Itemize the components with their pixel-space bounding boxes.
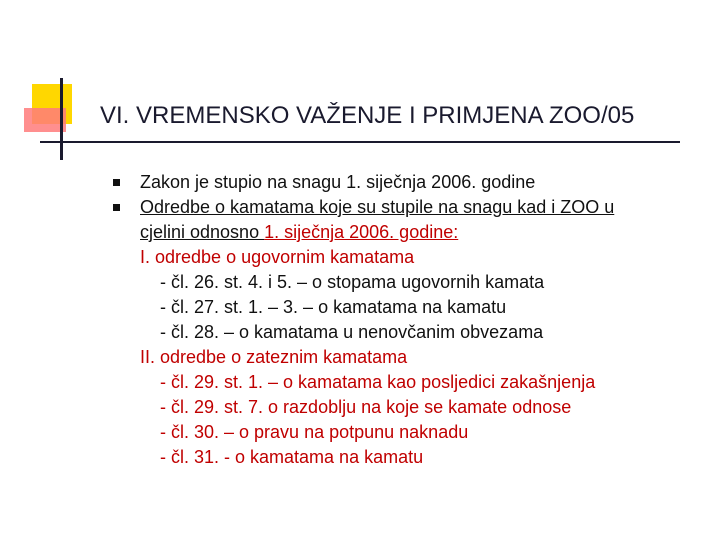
list-item: - čl. 26. st. 4. i 5. – o stopama ugovornih kamata <box>160 272 545 292</box>
square-bullet-icon <box>113 204 120 211</box>
bullet-text-continued: cjelini odnosno <box>140 222 265 242</box>
slide-title: VI. VREMENSKO VAŽENJE I PRIMJENA ZOO/05 <box>100 102 635 129</box>
section-heading: I. odredbe o ugovornim kamatama <box>140 247 415 267</box>
section-heading: II. odredbe o zateznim kamatama <box>140 347 408 367</box>
bullet-item <box>110 195 690 245</box>
slide-content <box>110 170 690 470</box>
list-item: - čl. 31. - o kamatama na kamatu <box>160 447 424 467</box>
list-item: - čl. 29. st. 7. o razdoblju na koje se kamate odnose <box>160 397 572 417</box>
bullet-text: Zakon je stupio na snagu 1. siječnja 2006. godine <box>140 172 536 192</box>
list-item: - čl. 30. – o pravu na potpunu naknadu <box>160 422 469 442</box>
horizontal-line <box>40 141 680 143</box>
bullet-date-emphasis: 1. siječnja 2006. godine: <box>264 222 459 242</box>
bullet-text: Odredbe o kamatama koje su stupile na snagu kad i ZOO u <box>140 197 615 217</box>
list-item: - čl. 27. st. 1. – 3. – o kamatama na kamatu <box>160 297 507 317</box>
vertical-line <box>60 78 63 160</box>
list-item: - čl. 28. – o kamatama u nenovčanim obvezama <box>160 322 544 342</box>
bullet-item <box>110 170 690 195</box>
square-bullet-icon <box>113 179 120 186</box>
list-item: - čl. 29. st. 1. – o kamatama kao posljedici zakašnjenja <box>160 372 596 392</box>
red-square <box>24 108 66 132</box>
